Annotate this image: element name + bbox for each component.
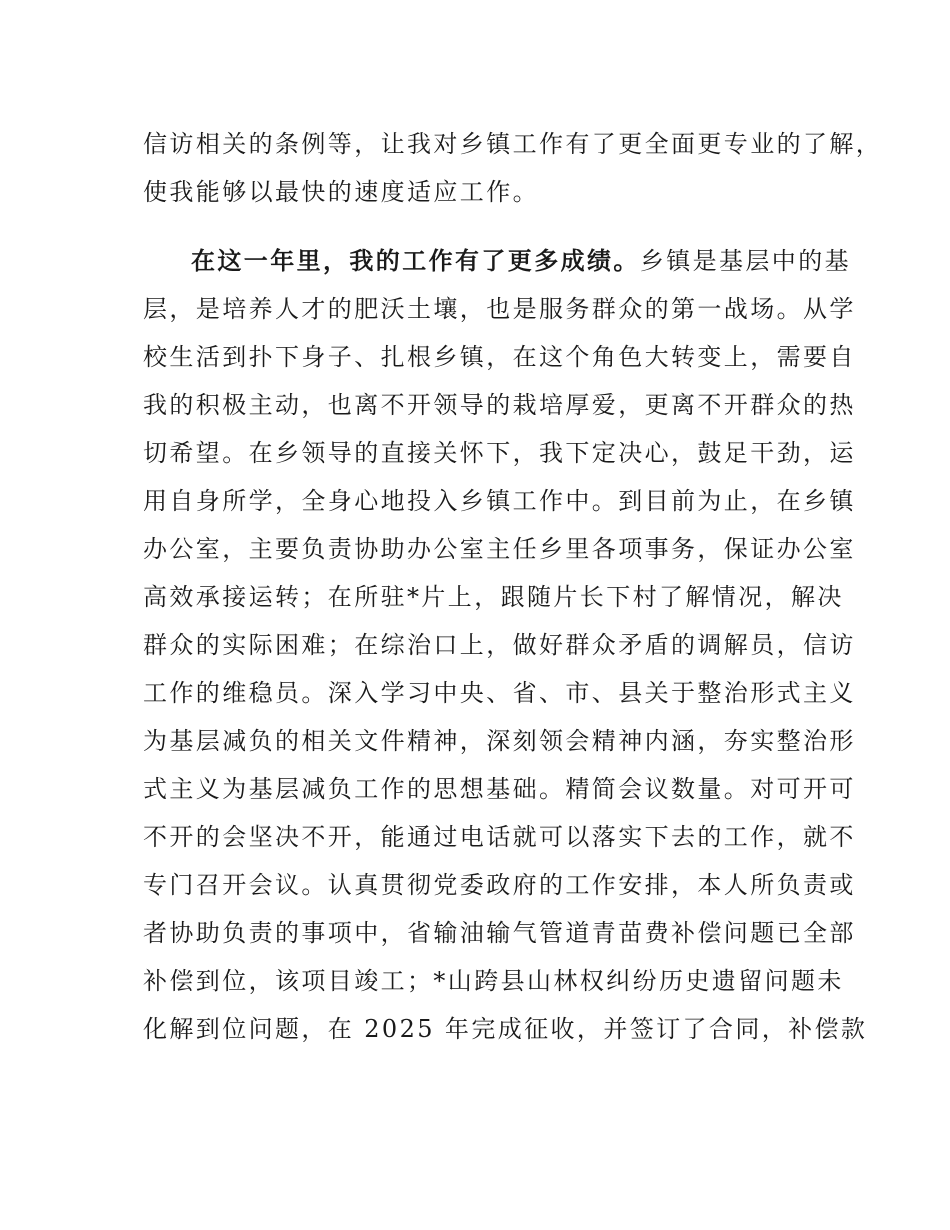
paragraph-line: 工作的维稳员。深入学习中央、省、市、县关于整治形式主义 [143, 679, 856, 707]
paragraph-line: 补偿到位，该项目竣工；*山跨县山林权纠纷历史遗留问题未 [143, 967, 844, 995]
paragraph-line: 层，是培养人才的肥沃土壤，也是服务群众的第一战场。从学 [143, 295, 856, 323]
paragraph-line: 使我能够以最快的速度适应工作。 [143, 178, 539, 206]
paragraph-heading: 在这一年里，我的工作有了更多成绩。 [191, 246, 640, 275]
paragraph-line: 信访相关的条例等，让我对乡镇工作有了更全面更专业的了解， [143, 130, 883, 158]
paragraph-line: 式主义为基层减负工作的思想基础。精简会议数量。对可开可 [143, 775, 856, 803]
paragraph-line: 不开的会坚决不开，能通过电话就可以落实下去的工作，就不 [143, 823, 856, 851]
paragraph-line: 切希望。在乡领导的直接关怀下，我下定决心，鼓足干劲，运 [143, 439, 856, 467]
paragraph-line: 我的积极主动，也离不开领导的栽培厚爱，更离不开群众的热 [143, 391, 856, 419]
paragraph-line: 校生活到扑下身子、扎根乡镇，在这个角色大转变上，需要自 [143, 343, 856, 371]
paragraph-text: 乡镇是基层中的基 [639, 247, 852, 275]
paragraph-line: 群众的实际困难；在综治口上，做好群众矛盾的调解员，信访 [143, 631, 856, 659]
paragraph-line: 用自身所学，全身心地投入乡镇工作中。到目前为止，在乡镇 [143, 487, 856, 515]
paragraph-line: 为基层减负的相关文件精神，深刻领会精神内涵，夯实整治形 [143, 727, 856, 755]
paragraph-line: 者协助负责的事项中，省输油输气管道青苗费补偿问题已全部 [143, 919, 856, 947]
paragraph-line: 高效承接运转；在所驻*片上，跟随片长下村了解情况，解决 [143, 583, 844, 611]
paragraph-first-line [191, 245, 851, 277]
paragraph-line: 专门召开会议。认真贯彻党委政府的工作安排，本人所负责或 [143, 871, 856, 899]
paragraph-line: 化解到位问题，在 2025 年完成征收，并签订了合同，补偿款 [143, 1015, 868, 1043]
paragraph-line: 办公室，主要负责协助办公室主任乡里各项事务，保证办公室 [143, 535, 856, 563]
